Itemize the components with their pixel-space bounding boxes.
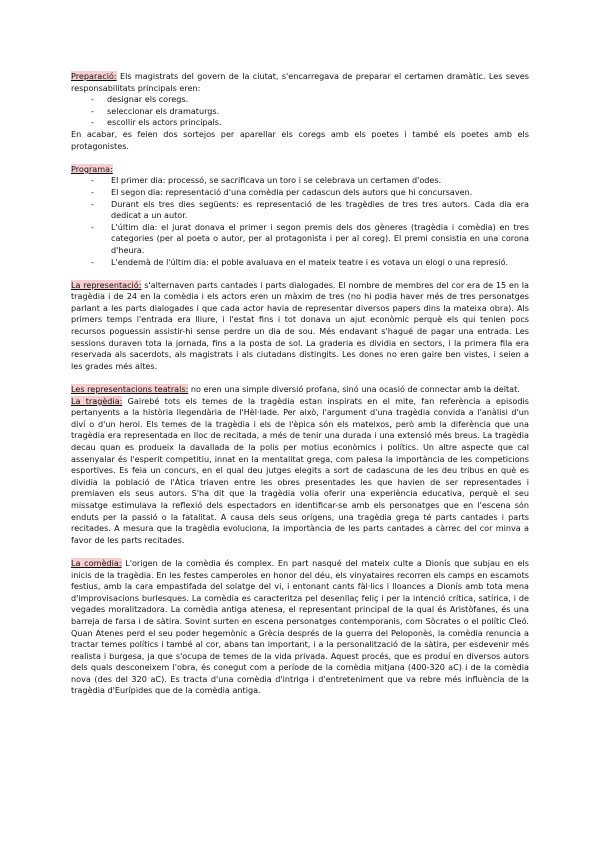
- comedia-text: L'origen de la comèdia és complex. En part nasqué del mateix culte a Dionís que subjau en els inicis de la tragèdia. En les festes camperoles en honor del déu, els vinyataires recorren els camps en escamots festius, amb la cara empastifada del solatge del vi, i entonant cants fàl·lics i lloances a Dionís amb tota mena d'improvisacions burlesques. La comèdia es caracteritza pel desenllaç feliç i per la intenció crítica, satírica, i de vegades moralitzadora. La comèdia antiga atenesa, el representant principal de la qual és Aristòfanes, és una barreja de farsa i de sàtira. Sovint surten en escena personatges contemporanis, com Sòcrates o el polític Cleó. Quan Atenes perd el seu poder hegemònic a Grècia després de la guerra del Peloponès, la comèdia renuncia a tractar temes polítics i també al cor, abans tan important, i a la personalització de la sàtira, per esdevenir més realista i burgesa, ja que s'ocupa de temes de la vida privada. Aquest procés, que es produí en diversos autors dels quals desconeixem l'obra, és conegut com a període de la comèdia mitjana (400-320 aC) i de la comèdia nova (des del 320 aC). Es tracta d'una comèdia d'intriga i d'entreteniment que va rebre més influència de la tragèdia d'Eurípides que de la comèdia antiga.: [71, 557, 529, 696]
- representacio-paragraph: [71, 280, 529, 373]
- preparacio-list: [71, 94, 529, 129]
- tragedia-heading: La tragèdia:: [71, 395, 123, 406]
- list-item: - L'endemà de l'últim dia: el poble avaluava en el mateix teatre i es votava un elogi o una represió.: [91, 257, 529, 269]
- section-representacio: [71, 280, 529, 373]
- list-item: - Durant els tres dies següents: es representació de les tragèdies de tres tres autors. Cada dia era dedicat a un autor.: [91, 199, 529, 222]
- list-item: - designar els coregs.: [91, 94, 529, 106]
- preparacio-paragraph: [71, 71, 529, 94]
- preparacio-intro: Els magistrats del govern de la ciutat, s'encarregava de preparar el certamen dramàtic. Les seves responsabilitats principals eren:: [71, 71, 529, 93]
- programa-list: [71, 175, 529, 268]
- list-item: - El primer dia: processó, se sacrificava un toro i se celebrava un certamen d'odes.: [91, 175, 529, 187]
- representacio-text: s'alternaven parts cantades i parts dialogades. El nombre de membres del cor era de 15 en la tragèdia i de 24 en la comèdia i els actors eren un màxim de tres (no hi podia haver més de tres personatges parlant a les parts dialogades i que cada actor havia de representar diversos papers dins la mateixa obra). Als primers temps l'entrada era lliure, i l'estat fins i tot donava un ajut econòmic perquè els qui tenien pocs recursos poguessin assistir-hi sense perdre un dia de sou. Més endavant s'hagué de pagar una entrada. Les sessions duraven tota la jornada, fins a la posta de sol. La graderia es dividia en sectors, i la primera fila era reservada als sacerdots, als magistrats i als ciutadans distingits. Les dones no eren gaire ben vistes, i seien a les grades més altes.: [71, 279, 529, 371]
- list-item: - escollir els actors principals.: [91, 117, 529, 129]
- section-preparacio: [71, 71, 529, 152]
- programa-paragraph: [71, 164, 529, 176]
- document-body: [71, 71, 529, 709]
- preparacio-outro: En acabar, es feien dos sortejos per aparellar els coregs amb els poetes i també els poetes amb els protagonistes.: [71, 128, 529, 151]
- tragedia-paragraph: [71, 396, 529, 547]
- representacions-teatrals-text: no eren una simple diversió profana, sinó una ocasió de connectar amb la deïtat.: [188, 384, 520, 395]
- list-item: - El segon dia: representació d'una comèdia per cadascun dels autors que hi concursaven.: [91, 187, 529, 199]
- comedia-heading: La comèdia:: [71, 557, 122, 568]
- representacions-teatrals-paragraph: [71, 384, 529, 396]
- section-tragedia: [71, 396, 529, 547]
- section-programa: [71, 164, 529, 268]
- comedia-paragraph: [71, 558, 529, 697]
- section-comedia: [71, 558, 529, 697]
- section-representacions-teatrals: [71, 384, 529, 396]
- tragedia-text: Gairebé tots els temes de la tragèdia estan inspirats en el mite, fan referència a episodis pertanyents a la història llegendària de l'Hèl·lade. Per això, l'argument d'una tragèdia convida a l'anàlisi d'un diví o d'un heroi. Els temes de la tragèdia i els de l'èpica són els mateixos, però amb la diferència que una tragèdia era representada en lloc de recitada, a més de tenir una durada i una extensió més breus. La tragèdia decau quan es produeix la davallada de la polis per motius econòmics i polítics. Un altre aspecte que cal assenyalar és l'esperit competitiu, innat en la mentalitat grega, com palesa la importància de les competicions esportives. Es feia un concurs, en el qual deu jutges elegits a sort de cadascuna de les deu tribus en què es dividia la població de l'Àtica triaven entre les obres presentades les que havien de ser representades i premiaven els seus autors. S'ha dit que la tragèdia volia oferir una experiència educativa, perquè el seu missatge estimulava la reflexió dels espectadors en identificar-se amb els personatges que en l'escena són enduts per la passió o la fatalitat. A causa dels seus orígens, una tragèdia grega té parts cantades i parts recitades. A mesura que la tragèdia evoluciona, la importància de les parts cantades a càrrec del cor minva a favor de les parts recitades.: [71, 395, 529, 545]
- preparacio-heading: Preparació:: [71, 71, 117, 81]
- programa-heading: Programa:: [71, 163, 113, 174]
- list-item: - L'últim dia: el jurat donava el primer i segon premis dels dos gèneres (tragèdia i comèdia) en tres categories (per al poeta o autor, per al protagonista i per al coreg). El premi consistia en una corona d'heura.: [91, 222, 529, 257]
- list-item: - seleccionar els dramaturgs.: [91, 106, 529, 118]
- representacions-teatrals-heading: Les representacions teatrals:: [71, 384, 189, 395]
- representacio-heading: La representació:: [71, 279, 142, 290]
